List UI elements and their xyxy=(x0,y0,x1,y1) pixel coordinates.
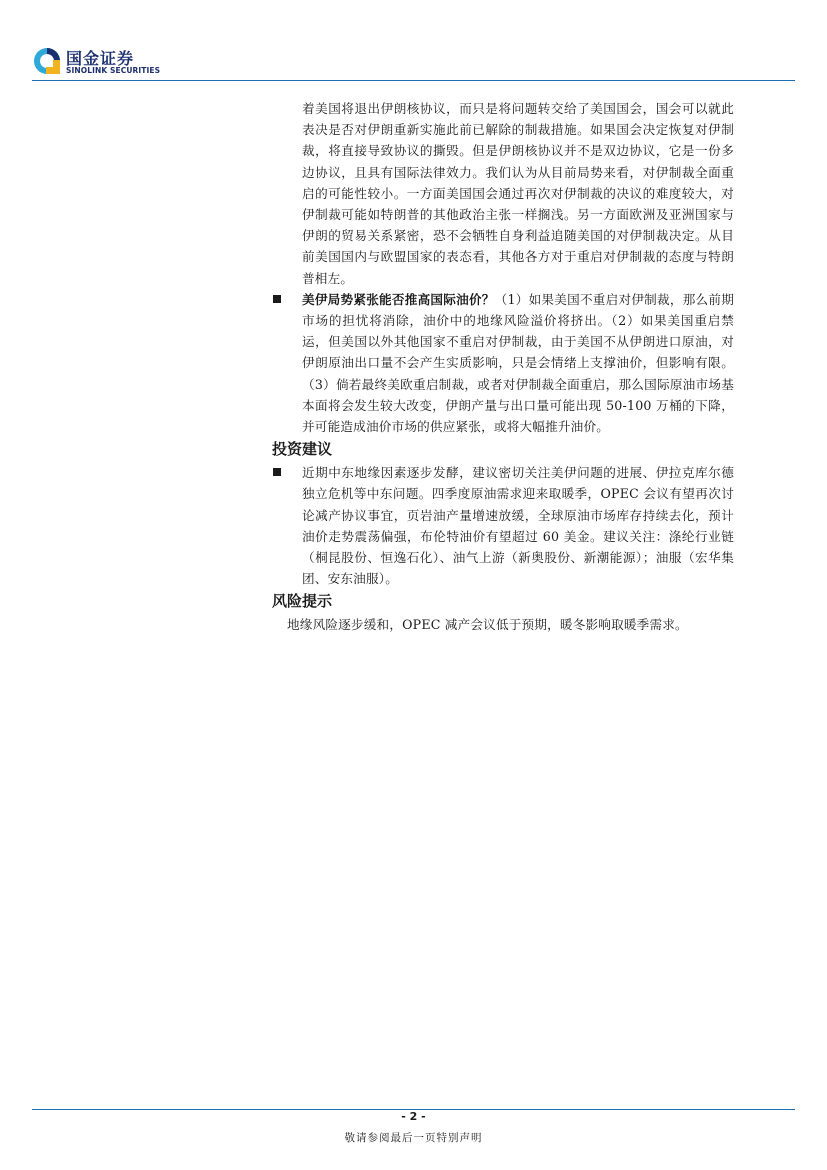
bullet-oil-price-impact xyxy=(272,289,734,437)
logo-chinese-name: 国金证券 xyxy=(66,49,135,68)
logo-english-name: SINOLINK SECURITIES xyxy=(66,66,161,75)
section-title-investment: 投资建议 xyxy=(272,440,333,459)
company-logo xyxy=(33,46,163,78)
bullet-investment-advice xyxy=(272,462,734,589)
main-content xyxy=(272,98,734,636)
bullet-lead-question: 美伊局势紧张能否推高国际油价？ xyxy=(302,291,495,307)
square-bullet-icon xyxy=(273,468,281,476)
square-bullet-icon xyxy=(273,295,281,303)
investment-advice-text: 近期中东地缘因素逐步发酵，建议密切关注美伊问题的进展、伊拉克库尔德独立危机等中东问题。四季度原油需求迎来取暖季，OPEC 会议有望再次讨论减产协议事宜，页岩油产量增速放缓，全球原油市场库存持续去化，预计油价走势震荡偏强，布伦特油价有望超过 60 美金。建议关注：涤纶行业链（桐昆股份、恒逸石化）、油气上游（新奥股份、新潮能源）；油服（宏华集团、安东油服）。 xyxy=(302,465,734,587)
paragraph-iran-sanctions: 着美国将退出伊朗核协议，而只是将问题转交给了美国国会，国会可以就此表决是否对伊朗重新实施此前已解除的制裁措施。如果国会决定恢复对伊制裁，将直接导致协议的撕毁。但是伊朗核协议并不是双边协议，它是一份多边协议，且具有国际法律效力。我们认为从目前局势来看，对伊制裁全面重启的可能性较小。一方面美国国会通过再次对伊制裁的决议的难度较大，对伊制裁可能如特朗普的其他政治主张一样搁浅。另一方面欧洲及亚洲国家与伊朗的贸易关系紧密，恐不会牺牲自身利益追随美国的对伊制裁决定。从目前美国国内与欧盟国家的表态看，其他各方对于重启对伊制裁的态度与特朗普相左。 xyxy=(302,101,734,286)
bullet-oil-price-text: （1）如果美国不重启对伊制裁，那么前期市场的担忧将消除，油价中的地缘风险溢价将挤出。（2）如果美国重启禁运，但美国以外其他国家不重启对伊制裁，由于美国不从伊朗进口原油，对伊朗原油出口量不会产生实质影响，只是会情绪上支撑油价，但影响有限。（3）倘若最终美欧重启制裁，或者对伊制裁全面重启，那么国际原油市场基本面将会发生较大改变，伊朗产量与出口量可能出现 50-100 万桶的下降，并可能造成油价市场的供应紧张，或将大幅推升油价。 xyxy=(302,291,735,435)
section-title-risk: 风险提示 xyxy=(272,592,333,611)
risk-warning-text: 地缘风险逐步缓和，OPEC 减产会议低于预期，暖冬影响取暖季需求。 xyxy=(287,617,688,633)
footer-disclaimer: 敬请参阅最后一页特别声明 xyxy=(344,1132,483,1144)
header-divider xyxy=(32,80,795,81)
page-header xyxy=(0,0,827,82)
sinolink-logo-icon xyxy=(33,47,61,75)
page-number: - 2 - xyxy=(401,1110,426,1123)
